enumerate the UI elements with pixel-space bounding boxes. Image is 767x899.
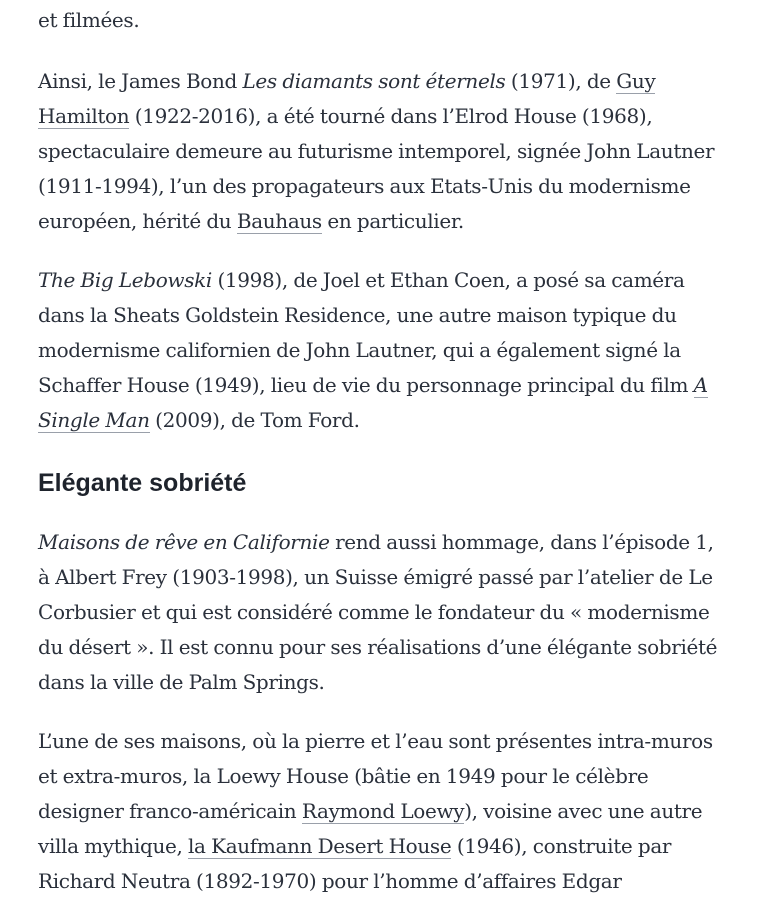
paragraph-text: (2009), de Tom Ford.: [149, 408, 360, 432]
paragraph-text: L’une de ses maisons, où la pierre et l’eau sont présentes intra-muros et extra-muros, la Loewy House (bâtie en 1949 pour le célèbre designer franco-américain: [38, 729, 713, 823]
film-title: The Big Lebowski: [38, 268, 212, 292]
paragraph-text: (1922-2016), a été tourné dans l’Elrod House (1968), spectaculaire demeure au futurisme intemporel, signée John Lautner (1911-1994), l’un des propagateurs aux Etats-Unis du modernisme européen, hérité du: [38, 104, 715, 233]
link-raymond-loewy[interactable]: Raymond Loewy: [301, 799, 465, 823]
paragraph-big-lebowski: [38, 263, 728, 438]
paragraph-text: (1998), de Joel et Ethan Coen, a posé sa caméra dans la Sheats Goldstein Residence, une autre maison typique du modernisme californien de John Lautner, qui a également signé la Schaffer House (1949), lieu de vie du personnage principal du film: [38, 268, 694, 397]
paragraph-albert-frey: [38, 525, 728, 700]
link-guy-hamilton[interactable]: Guy Hamilton: [38, 69, 656, 128]
paragraph-james-bond: [38, 64, 728, 239]
link-kaufmann-desert-house[interactable]: la Kaufmann Desert House: [187, 834, 452, 858]
film-title: Les diamants sont éternels: [242, 69, 506, 93]
paragraph-text: (1971), de: [505, 69, 617, 93]
series-title: Maisons de rêve en Californie: [38, 530, 330, 554]
link-bauhaus[interactable]: Bauhaus: [236, 209, 322, 233]
paragraph-text: en particulier.: [321, 209, 464, 233]
paragraph-text: ), voisine avec une autre villa mythique,: [38, 799, 703, 858]
paragraph-text: (1946), construite par Richard Neutra (1892-1970) pour l’homme d’affaires Edgar: [38, 834, 672, 893]
paragraph-text: Ainsi, le James Bond: [38, 69, 243, 93]
link-a-single-man[interactable]: A Single Man: [38, 373, 708, 432]
paragraph-loewy-house: [38, 724, 728, 899]
paragraph-text: rend aussi hommage, dans l’épisode 1, à Albert Frey (1903-1998), un Suisse émigré passé par l’atelier de Le Corbusier et qui est considéré comme le fondateur du « modernisme du désert ». Il est connu pour ses réalisations d’une élégante sobriété dans la ville de Palm Springs.: [38, 530, 718, 694]
paragraph-intro-end: [38, 3, 728, 38]
section-heading: Elégante sobriété: [38, 469, 247, 497]
paragraph-text: et filmées.: [38, 8, 140, 32]
